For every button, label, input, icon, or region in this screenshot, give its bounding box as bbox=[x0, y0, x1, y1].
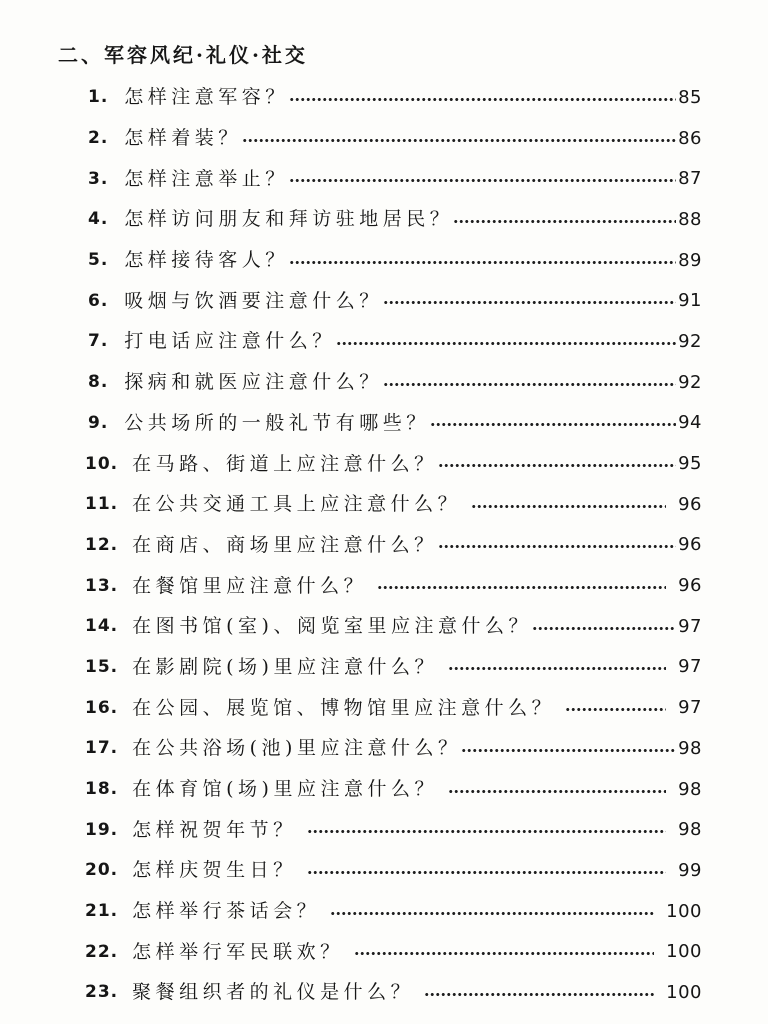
dot-leader bbox=[471, 504, 666, 509]
toc-entry bbox=[85, 118, 702, 159]
page-number: 91 bbox=[678, 290, 702, 312]
page-number: 85 bbox=[678, 86, 702, 108]
entry-title: 公共场所的一般礼节有哪些？ bbox=[124, 411, 430, 434]
page-number: 94 bbox=[678, 412, 702, 434]
page-number: 97 bbox=[678, 615, 702, 637]
toc-entry bbox=[85, 565, 702, 606]
entry-title: 在影剧院(场)里应注意什么？ bbox=[132, 655, 438, 678]
page-number: 96 bbox=[678, 493, 702, 515]
toc-entry bbox=[85, 403, 702, 444]
entry-title: 怎样举行军民联欢？ bbox=[132, 940, 344, 963]
entry-number: 5. bbox=[88, 250, 109, 271]
toc-entry bbox=[85, 280, 702, 321]
entry-number: 20. bbox=[85, 860, 119, 881]
entry-number: 15. bbox=[85, 656, 119, 677]
page-number: 89 bbox=[678, 249, 702, 271]
toc-entry bbox=[85, 321, 702, 362]
entry-number: 12. bbox=[85, 534, 119, 555]
toc-entry bbox=[85, 972, 702, 1013]
entry-title: 怎样接待客人？ bbox=[124, 249, 289, 272]
table-of-contents bbox=[85, 77, 702, 1013]
entry-number: 17. bbox=[85, 738, 119, 759]
entry-number: 10. bbox=[85, 453, 119, 474]
page-number: 96 bbox=[678, 534, 702, 556]
page-number: 100 bbox=[666, 900, 702, 922]
page-number: 96 bbox=[678, 575, 702, 597]
page-number: 100 bbox=[666, 981, 702, 1003]
toc-entry bbox=[85, 850, 702, 891]
entry-number: 3. bbox=[88, 168, 109, 189]
entry-number: 7. bbox=[88, 331, 109, 352]
dot-leader bbox=[424, 992, 654, 997]
entry-number: 21. bbox=[85, 901, 119, 922]
page-number: 92 bbox=[678, 330, 702, 352]
toc-entry bbox=[85, 809, 702, 850]
entry-title: 在体育馆(场)里应注意什么？ bbox=[132, 778, 438, 801]
toc-entry bbox=[85, 647, 702, 688]
dot-leader bbox=[448, 666, 666, 671]
toc-entry bbox=[85, 77, 702, 118]
dot-leader bbox=[330, 911, 654, 916]
entry-number: 1. bbox=[88, 87, 109, 108]
page-number: 95 bbox=[678, 453, 702, 475]
toc-entry bbox=[85, 728, 702, 769]
dot-leader bbox=[383, 300, 676, 305]
entry-title: 怎样举行茶话会？ bbox=[132, 900, 321, 923]
page-number: 99 bbox=[678, 859, 702, 881]
dot-leader bbox=[289, 97, 676, 102]
entry-title: 探病和就医应注意什么？ bbox=[124, 371, 383, 394]
entry-number: 8. bbox=[88, 372, 109, 393]
page-number: 87 bbox=[678, 168, 702, 190]
entry-number: 4. bbox=[88, 209, 109, 230]
dot-leader bbox=[289, 178, 676, 183]
entry-title: 打电话应注意什么？ bbox=[124, 330, 336, 353]
page-number: 98 bbox=[678, 737, 702, 759]
dot-leader bbox=[461, 748, 676, 753]
entry-title: 在公共浴场(池)里应注意什么？ bbox=[132, 737, 462, 760]
entry-number: 19. bbox=[85, 819, 119, 840]
entry-number: 13. bbox=[85, 575, 119, 596]
dot-leader bbox=[453, 219, 676, 224]
dot-leader bbox=[289, 260, 676, 265]
entry-title: 在商店、商场里应注意什么？ bbox=[132, 533, 438, 556]
page-number: 98 bbox=[678, 819, 702, 841]
toc-entry bbox=[85, 199, 702, 240]
entry-number: 2. bbox=[88, 128, 109, 149]
toc-entry bbox=[85, 443, 702, 484]
toc-entry bbox=[85, 606, 702, 647]
entry-number: 18. bbox=[85, 779, 119, 800]
toc-entry bbox=[85, 931, 702, 972]
dot-leader bbox=[532, 626, 676, 631]
page-number: 98 bbox=[678, 778, 702, 800]
entry-number: 23. bbox=[85, 982, 119, 1003]
entry-number: 6. bbox=[88, 290, 109, 311]
entry-title: 怎样注意举止？ bbox=[124, 167, 289, 190]
dot-leader bbox=[383, 382, 676, 387]
entry-title: 怎样祝贺年节？ bbox=[132, 818, 297, 841]
dot-leader bbox=[354, 951, 655, 956]
entry-title: 在公园、展览馆、博物馆里应注意什么？ bbox=[132, 696, 556, 719]
entry-title: 在图书馆(室)、阅览室里应注意什么？ bbox=[132, 615, 532, 638]
dot-leader bbox=[307, 829, 666, 834]
entry-number: 11. bbox=[85, 494, 119, 515]
dot-leader bbox=[438, 463, 676, 468]
entry-title: 聚餐组织者的礼仪是什么？ bbox=[132, 981, 415, 1004]
toc-entry bbox=[85, 158, 702, 199]
entry-title: 怎样访问朋友和拜访驻地居民？ bbox=[124, 208, 454, 231]
dot-leader bbox=[448, 789, 666, 794]
toc-entry bbox=[85, 525, 702, 566]
toc-entry bbox=[85, 484, 702, 525]
page-number: 100 bbox=[666, 941, 702, 963]
dot-leader bbox=[430, 422, 676, 427]
toc-entry bbox=[85, 687, 702, 728]
page-number: 97 bbox=[678, 656, 702, 678]
page-number: 86 bbox=[678, 127, 702, 149]
entry-title: 怎样注意军容？ bbox=[124, 86, 289, 109]
dot-leader bbox=[377, 585, 666, 590]
page-number: 88 bbox=[678, 208, 702, 230]
dot-leader bbox=[336, 341, 676, 346]
dot-leader bbox=[307, 870, 666, 875]
dot-leader bbox=[242, 138, 676, 143]
toc-entry bbox=[85, 769, 702, 810]
entry-title: 怎样庆贺生日？ bbox=[132, 859, 297, 882]
entry-title: 在马路、街道上应注意什么？ bbox=[132, 452, 438, 475]
entry-title: 在餐馆里应注意什么？ bbox=[132, 574, 368, 597]
entry-number: 16. bbox=[85, 697, 119, 718]
entry-title: 怎样着装？ bbox=[124, 127, 242, 150]
page-number: 97 bbox=[678, 697, 702, 719]
dot-leader bbox=[438, 544, 676, 549]
section-title: 二、军容风纪·礼仪·社交 bbox=[58, 43, 308, 67]
toc-entry bbox=[85, 240, 702, 281]
entry-title: 吸烟与饮酒要注意什么？ bbox=[124, 289, 383, 312]
page-number: 92 bbox=[678, 371, 702, 393]
toc-entry bbox=[85, 891, 702, 932]
dot-leader bbox=[565, 707, 666, 712]
entry-number: 14. bbox=[85, 616, 119, 637]
entry-number: 22. bbox=[85, 941, 119, 962]
entry-title: 在公共交通工具上应注意什么？ bbox=[132, 493, 462, 516]
entry-number: 9. bbox=[88, 412, 109, 433]
toc-entry bbox=[85, 362, 702, 403]
